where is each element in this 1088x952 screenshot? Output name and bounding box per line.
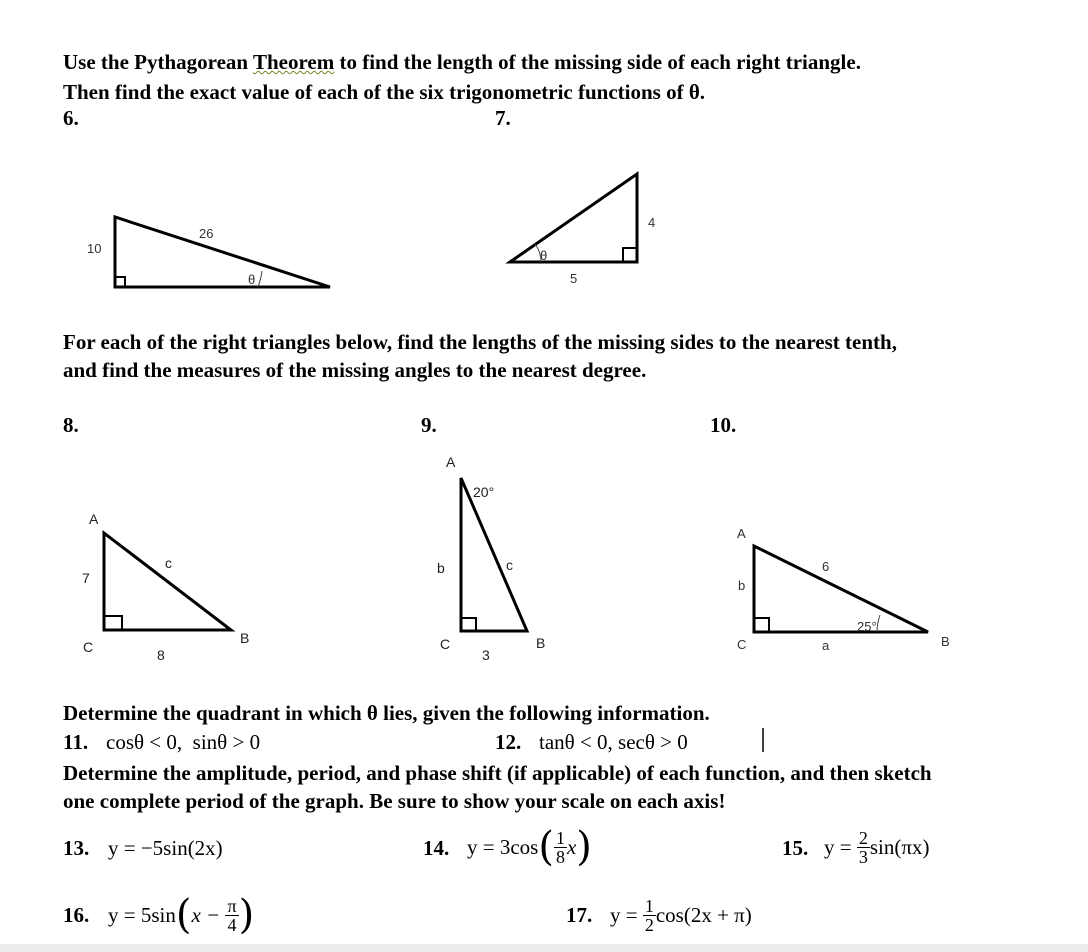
problem-9-number: 9. bbox=[421, 413, 437, 437]
tri10-hypotenuse: 6 bbox=[822, 559, 830, 574]
tri7-angle: θ bbox=[540, 248, 548, 263]
tri8-vertex-c: C bbox=[83, 639, 94, 655]
section3-title: Determine the quadrant in which θ lies, given the following information. bbox=[63, 701, 710, 725]
problem-6-number: 6. bbox=[63, 106, 79, 130]
triangle-6 bbox=[87, 217, 330, 287]
instruction-line-1: Use the Pythagorean Theorem to find the length of the missing side of each right triangle. bbox=[63, 50, 861, 74]
problem-13-function: y = −5sin(2x) bbox=[108, 836, 223, 860]
tri9-hypotenuse: c bbox=[506, 557, 513, 573]
tri8-side-vertical: 7 bbox=[82, 570, 90, 586]
tri8-side-bottom: 8 bbox=[157, 647, 165, 663]
problem-16-number: 16. bbox=[63, 903, 90, 927]
problem-8-number: 8. bbox=[63, 413, 79, 437]
tri8-vertex-b: B bbox=[240, 630, 250, 646]
section4-line-1: Determine the amplitude, period, and phase shift (if applicable) of each function, and then sketch bbox=[63, 761, 932, 785]
spellcheck-word: Theorem bbox=[252, 50, 335, 74]
tri7-side-bottom: 5 bbox=[570, 271, 578, 286]
problem-15-function: y = $\frac{2}{3}$ sin(πx) bbox=[824, 827, 930, 867]
tri6-angle: θ bbox=[248, 272, 256, 287]
tri9-vertex-a: A bbox=[446, 454, 456, 470]
tri6-side-vertical: 10 bbox=[87, 241, 102, 256]
problem-15-number: 15. bbox=[782, 836, 809, 860]
section4-line-2: one complete period of the graph. Be sure to show your scale on each axis! bbox=[63, 789, 726, 813]
tri10-angle: 25° bbox=[857, 619, 877, 634]
tri9-angle: 20° bbox=[473, 484, 495, 500]
triangle-10 bbox=[737, 526, 950, 653]
problem-13-number: 13. bbox=[63, 836, 90, 860]
section2-line-2: and find the measures of the missing angles to the nearest degree. bbox=[63, 358, 647, 382]
tri9-side-bottom: 3 bbox=[482, 647, 490, 663]
problem-16-function: y = 5sin ( x − $\frac{\pi}{4}$ ) bbox=[108, 892, 255, 938]
tri10-side-bottom: a bbox=[822, 638, 830, 653]
problem-17-function: y = $\frac{1}{2}$ cos(2x + π) bbox=[610, 895, 752, 935]
problem-7-number: 7. bbox=[495, 106, 511, 130]
section2-line-1: For each of the right triangles below, find the lengths of the missing sides to the nearest tenth, bbox=[63, 330, 897, 354]
triangle-8 bbox=[82, 511, 249, 663]
tri9-vertex-c: C bbox=[440, 636, 451, 652]
window-bottom-edge bbox=[0, 944, 1088, 952]
tri10-side-left: b bbox=[738, 578, 746, 593]
tri9-vertex-b: B bbox=[536, 635, 546, 651]
problem-12-condition: tanθ < 0, secθ > 0 bbox=[539, 730, 688, 754]
problem-17-number: 17. bbox=[566, 903, 593, 927]
triangle-9 bbox=[437, 454, 545, 663]
tri9-side-left: b bbox=[437, 560, 445, 576]
instruction-line-2: Then find the exact value of each of the six trigonometric functions of θ. bbox=[63, 80, 706, 104]
problem-14-function: y = 3cos ( $\frac{1}{8}$ x ) bbox=[467, 824, 592, 870]
problem-14-number: 14. bbox=[423, 836, 450, 860]
tri8-hypotenuse: c bbox=[165, 555, 172, 571]
problem-12-number: 12. bbox=[495, 730, 522, 754]
problem-11-condition: cosθ < 0, sinθ > 0 bbox=[106, 730, 261, 754]
triangle-7 bbox=[510, 174, 655, 286]
problem-11-number: 11. bbox=[63, 730, 89, 754]
tri8-vertex-a: A bbox=[89, 511, 99, 527]
tri10-vertex-c: C bbox=[737, 637, 747, 652]
problem-10-number: 10. bbox=[710, 413, 737, 437]
tri10-vertex-a: A bbox=[737, 526, 746, 541]
tri6-hypotenuse: 26 bbox=[199, 226, 214, 241]
tri7-side-vertical: 4 bbox=[648, 215, 656, 230]
tri10-vertex-b: B bbox=[941, 634, 950, 649]
